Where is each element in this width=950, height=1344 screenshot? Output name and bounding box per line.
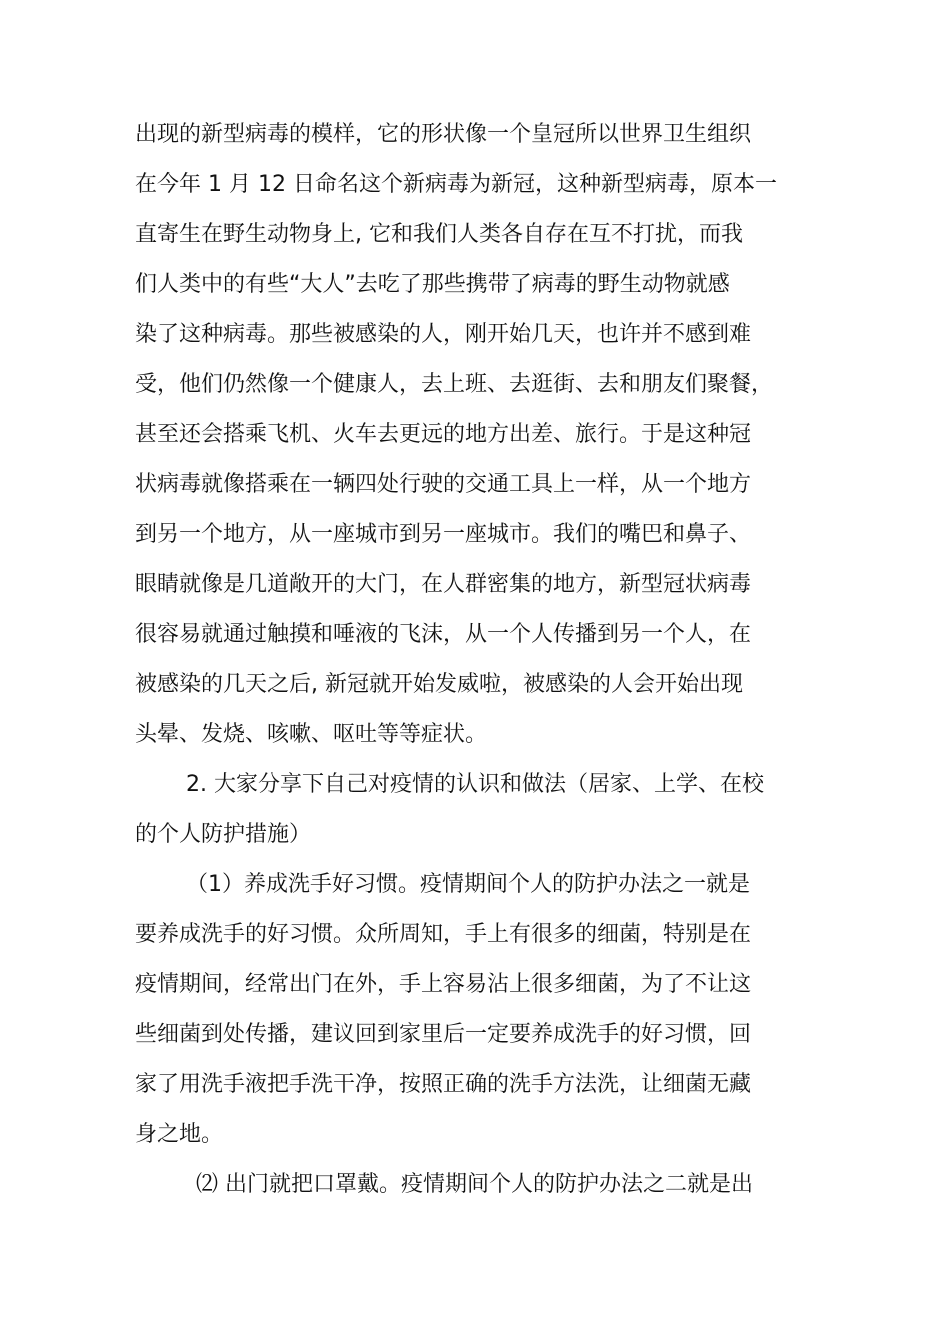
text-line: 出现的新型病毒的模样，它的形状像一个皇冠所以世界卫生组织 [135,122,752,147]
text-line: 很容易就通过触摸和唾液的飞沫，从一个人传播到另一个人，在 [135,622,752,647]
text-line: 染了这种病毒。那些被感染的人，刚开始几天，也许并不感到难 [135,322,752,347]
subsection-heading: ⑵ 出门就把口罩戴。疫情期间个人的防护办法之二就是出 [196,1172,753,1197]
subsection-heading: （1）养成洗手好习惯。疫情期间个人的防护办法之一就是 [186,872,750,897]
text-line: 被感染的几天之后, 新冠就开始发威啦，被感染的人会开始出现 [135,672,743,697]
text-line: 直寄生在野生动物身上, 它和我们人类各自存在互不打扰，而我 [135,222,743,247]
section-heading: 2. 大家分享下自己对疫情的认识和做法（居家、上学、在校 [186,772,764,797]
text-line: 疫情期间，经常出门在外，手上容易沾上很多细菌，为了不让这 [135,972,752,997]
text-line: 受，他们仍然像一个健康人，去上班、去逛街、去和朋友们聚餐， [135,372,774,397]
text-line: 甚至还会搭乘飞机、火车去更远的地方出差、旅行。于是这种冠 [135,422,752,447]
text-line: 到另一个地方，从一座城市到另一座城市。我们的嘴巴和鼻子、 [135,522,752,547]
text-line: 状病毒就像搭乘在一辆四处行驶的交通工具上一样，从一个地方 [135,472,752,497]
text-line: 眼睛就像是几道敞开的大门，在人群密集的地方，新型冠状病毒 [135,572,752,597]
text-line: 家了用洗手液把手洗干净，按照正确的洗手方法洗，让细菌无藏 [135,1072,752,1097]
text-line: 些细菌到处传播，建议回到家里后一定要养成洗手的好习惯，回 [135,1022,752,1047]
text-line: 在今年 1 月 12 日命名这个新病毒为新冠，这种新型病毒，原本一 [135,172,777,197]
text-line: 们人类中的有些“大人”去吃了那些携带了病毒的野生动物就感 [135,272,730,297]
text-line: 要养成洗手的好习惯。众所周知，手上有很多的细菌，特别是在 [135,922,752,947]
text-line: 的个人防护措施） [135,822,312,847]
text-line: 头晕、发烧、咳嗽、呕吐等等症状。 [135,722,488,747]
text-line: 身之地。 [135,1122,224,1147]
